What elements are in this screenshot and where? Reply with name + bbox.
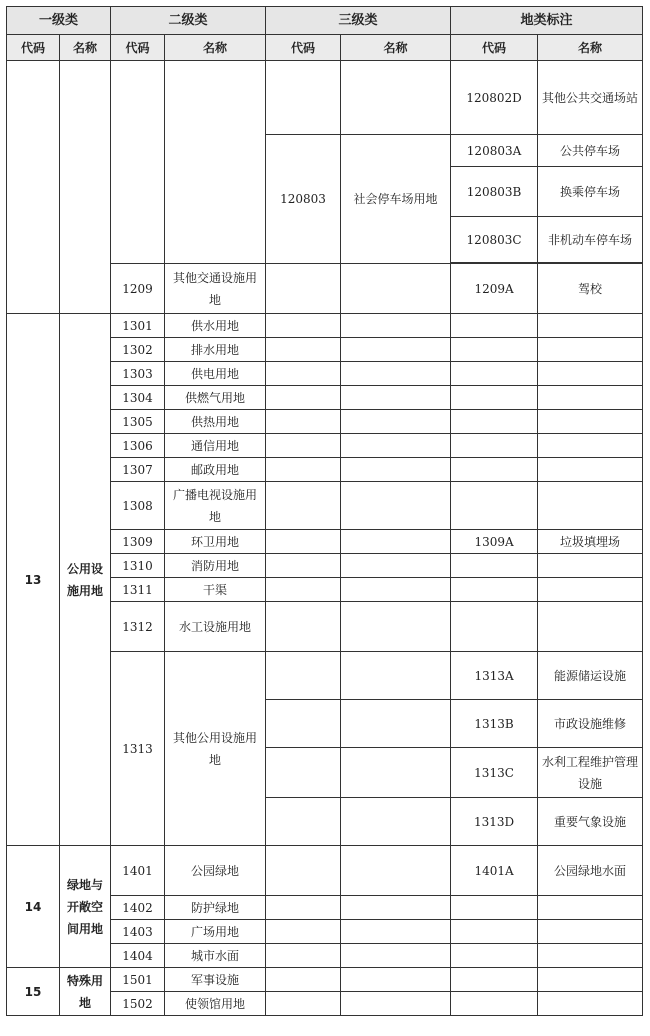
subheader-code: 代码 [266,35,341,61]
level2-code-cell: 1301 [111,314,165,338]
level1-name-cell [60,61,111,314]
annotation-name-cell: 重要气象设施 [538,798,643,846]
annotation-code-cell: 120803B [451,167,538,217]
level2-code-cell: 1209 [111,264,165,314]
level1-name-cell: 公用设施用地 [60,314,111,846]
table-row [7,846,643,896]
level1-code-cell: 14 [7,846,60,968]
annotation-name-cell: 能源储运设施 [538,652,643,700]
level2-name-cell: 城市水面 [165,944,266,968]
annotation-name-cell: 垃圾填埋场 [538,530,643,554]
level2-name-cell: 干渠 [165,578,266,602]
level2-code-cell: 1402 [111,896,165,920]
level2-name-cell [165,61,266,264]
annotation-name-cell: 非机动车停车场 [538,217,643,263]
header-level2: 二级类 [111,7,266,35]
annotation-code-cell: 120803C [451,217,538,263]
level3-name-cell [341,264,451,314]
level2-code-cell: 1303 [111,362,165,386]
level2-name-cell: 广场用地 [165,920,266,944]
level2-name-cell: 公园绿地 [165,846,266,896]
level2-code-cell: 1304 [111,386,165,410]
subheader-code: 代码 [451,35,538,61]
annotation-code-cell: 1313C [451,748,538,798]
level3-code-cell [266,264,341,314]
annotation-code-cell: 120803A [451,135,538,167]
level2-name-cell: 军事设施 [165,968,266,992]
annotation-name-cell: 换乘停车场 [538,167,643,217]
annotation-code-cell: 1401A [451,846,538,896]
level2-code-cell: 1306 [111,434,165,458]
annotation-name-cell: 其他公共交通场站 [538,61,643,135]
level2-name-cell: 广播电视设施用地 [165,482,266,530]
level2-name-cell: 其他交通设施用地 [165,264,266,314]
level1-name-cell: 特殊用地 [60,968,111,1016]
level2-code-cell: 1401 [111,846,165,896]
level2-code-cell: 1502 [111,992,165,1016]
header-level3: 三级类 [266,7,451,35]
level2-name-cell: 消防用地 [165,554,266,578]
annotation-code-cell: 1313A [451,652,538,700]
level1-code-cell: 15 [7,968,60,1016]
level2-code-cell: 1403 [111,920,165,944]
annotation-code-cell: 1309A [451,530,538,554]
level2-code-cell: 1307 [111,458,165,482]
subheader-row [7,35,643,61]
level3-name-cell [341,61,451,135]
annotation-code-cell: 1313D [451,798,538,846]
header-row [7,7,643,35]
level2-name-cell: 其他公用设施用地 [165,652,266,846]
level2-code-cell [111,61,165,264]
table-row [7,314,643,338]
level2-code-cell: 1309 [111,530,165,554]
level3-code-cell [266,61,341,135]
header-annotation: 地类标注 [451,7,643,35]
level2-name-cell: 排水用地 [165,338,266,362]
level3-name-cell: 社会停车场用地 [341,135,451,264]
header-level1: 一级类 [7,7,111,35]
table-row [7,61,643,135]
level2-name-cell: 供燃气用地 [165,386,266,410]
level1-name-cell: 绿地与开敞空间用地 [60,846,111,968]
table-row [7,968,643,992]
level2-name-cell: 供电用地 [165,362,266,386]
level1-code-cell: 13 [7,314,60,846]
annotation-name-cell: 公园绿地水面 [538,846,643,896]
annotation-name-cell: 水利工程维护管理设施 [538,748,643,798]
annotation-code-cell: 1313B [451,700,538,748]
level2-name-cell: 供热用地 [165,410,266,434]
level2-name-cell: 使领馆用地 [165,992,266,1016]
level2-name-cell: 邮政用地 [165,458,266,482]
annotation-code-cell: 120802D [451,61,538,135]
level2-name-cell: 防护绿地 [165,896,266,920]
level2-code-cell: 1312 [111,602,165,652]
annotation-code-cell: 1209A [451,264,538,314]
level2-code-cell: 1310 [111,554,165,578]
level2-code-cell: 1305 [111,410,165,434]
level2-code-cell: 1501 [111,968,165,992]
level2-name-cell: 水工设施用地 [165,602,266,652]
level3-code-cell: 120803 [266,135,341,264]
level2-code-cell: 1311 [111,578,165,602]
subheader-name: 名称 [538,35,643,61]
subheader-name: 名称 [165,35,266,61]
annotation-name-cell: 公共停车场 [538,135,643,167]
land-use-classification-table [6,6,643,1016]
level2-code-cell: 1404 [111,944,165,968]
annotation-name-cell: 驾校 [538,264,643,314]
subheader-name: 名称 [60,35,111,61]
subheader-code: 代码 [7,35,60,61]
subheader-code: 代码 [111,35,165,61]
level2-code-cell: 1302 [111,338,165,362]
subheader-name: 名称 [341,35,451,61]
level1-code-cell [7,61,60,314]
annotation-name-cell: 市政设施维修 [538,700,643,748]
level2-code-cell: 1313 [111,652,165,846]
level2-code-cell: 1308 [111,482,165,530]
level2-name-cell: 通信用地 [165,434,266,458]
level2-name-cell: 环卫用地 [165,530,266,554]
level2-name-cell: 供水用地 [165,314,266,338]
